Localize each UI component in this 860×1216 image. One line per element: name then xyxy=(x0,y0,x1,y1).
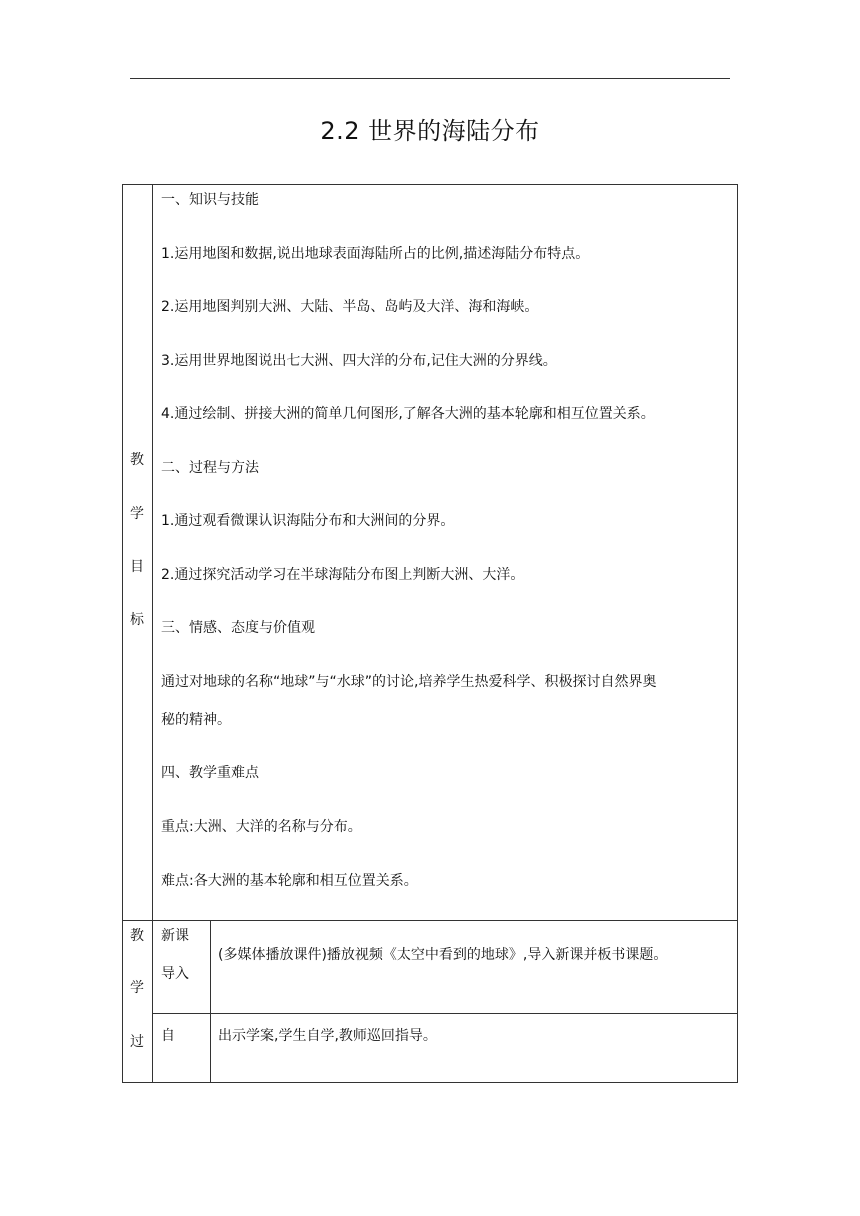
section-heading-key-points: 四、教学重难点 xyxy=(161,765,259,781)
process-side-label-char: 过 xyxy=(130,1034,144,1050)
process-side-label-char: 学 xyxy=(130,980,144,996)
process-side-label-char: 教 xyxy=(130,928,144,944)
objective-line: 4.通过绘制、拼接大洲的简单几何图形,了解各大洲的基本轮廓和相互位置关系。 xyxy=(161,406,655,422)
objectives-side-label-char: 标 xyxy=(130,612,144,628)
objective-line: 2.通过探究活动学习在半球海陆分布图上判断大洲、大洋。 xyxy=(161,567,525,583)
section-heading-attitude: 三、情感、态度与价值观 xyxy=(161,620,315,636)
page-title: 2.2 世界的海陆分布 xyxy=(320,117,540,145)
difficult-point-line: 难点:各大洲的基本轮廓和相互位置关系。 xyxy=(161,873,418,889)
objective-line: 1.运用地图和数据,说出地球表面海陆所占的比例,描述海陆分布特点。 xyxy=(161,246,590,262)
process-row-divider xyxy=(152,1013,738,1014)
process-step-label: 自 xyxy=(161,1028,175,1044)
process-divider-right xyxy=(210,920,211,1083)
process-step-label: 导入 xyxy=(161,966,189,982)
objectives-side-label-char: 教 xyxy=(130,452,144,468)
objectives-divider xyxy=(152,184,153,921)
objective-line: 2.运用地图判别大洲、大陆、半岛、岛屿及大洋、海和海峡。 xyxy=(161,299,539,315)
objectives-side-label-char: 目 xyxy=(130,559,144,575)
process-divider-left xyxy=(152,920,153,1083)
objective-line: 1.通过观看微课认识海陆分布和大洲间的分界。 xyxy=(161,513,455,529)
header-rule xyxy=(130,78,730,79)
objectives-side-label-char: 学 xyxy=(130,506,144,522)
objective-line: 秘的精神。 xyxy=(161,712,231,728)
section-heading-process: 二、过程与方法 xyxy=(161,460,259,476)
objectives-table xyxy=(122,184,738,921)
section-heading-knowledge: 一、知识与技能 xyxy=(161,192,259,208)
process-step-content: 出示学案,学生自学,教师巡回指导。 xyxy=(218,1028,437,1044)
key-point-line: 重点:大洲、大洋的名称与分布。 xyxy=(161,819,362,835)
objective-line: 通过对地球的名称“地球”与“水球”的讨论,培养学生热爱科学、积极探讨自然界奥 xyxy=(161,674,657,690)
process-step-content: (多媒体播放课件)播放视频《太空中看到的地球》,导入新课并板书课题。 xyxy=(218,947,668,963)
objective-line: 3.运用世界地图说出七大洲、四大洋的分布,记住大洲的分界线。 xyxy=(161,353,557,369)
process-step-label: 新课 xyxy=(161,928,189,944)
